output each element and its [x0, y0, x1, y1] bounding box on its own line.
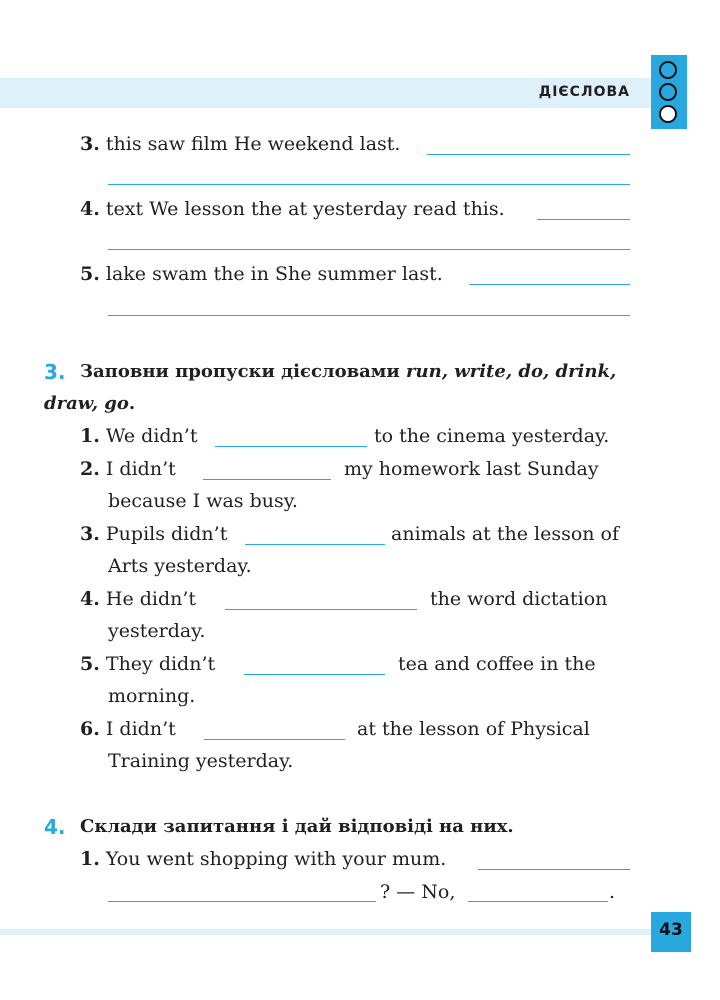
- sentence-item: 4. text We lesson the at yesterday read this.: [80, 198, 505, 220]
- answer-line[interactable]: [468, 901, 608, 902]
- answer-line[interactable]: [108, 315, 630, 316]
- exercise-item: 1. We didn’t: [80, 425, 198, 447]
- answer-line[interactable]: [244, 674, 385, 675]
- exercise-item: 2. I didn’t: [80, 458, 176, 480]
- answer-line[interactable]: [469, 284, 630, 285]
- answer-line[interactable]: [108, 249, 630, 250]
- sentence-item: 5. lake swam the in She summer last.: [80, 263, 443, 285]
- answer-line[interactable]: [225, 609, 417, 610]
- item-text: tea and coffee in the: [398, 653, 596, 675]
- exercise-item: 6. I didn’t: [80, 718, 176, 740]
- item-text: animals at the lesson of: [391, 523, 620, 545]
- section-title: ДІЄСЛОВА: [538, 84, 630, 100]
- item-text-cont: because I was busy.: [108, 490, 298, 512]
- page-number: 43: [659, 920, 683, 940]
- progress-dots: [651, 55, 687, 129]
- answer-line[interactable]: [427, 154, 630, 155]
- item-text: my homework last Sunday: [344, 458, 599, 480]
- answer-text: ? — No,: [380, 881, 456, 903]
- answer-line[interactable]: [204, 739, 345, 740]
- exercise-instruction: Заповни пропуски дієсловами run, write, do, drink,: [80, 361, 617, 382]
- page-number-box: [651, 912, 691, 952]
- answer-line[interactable]: [108, 901, 376, 902]
- exercise-item: 3. Pupils didn’t: [80, 523, 228, 545]
- answer-line[interactable]: [245, 544, 385, 545]
- answer-text: .: [609, 881, 616, 903]
- dot-filled-icon: [659, 61, 677, 79]
- exercise-number: 3.: [44, 360, 66, 384]
- sentence-item: 3. this saw film He weekend last.: [80, 133, 401, 155]
- dot-filled-icon: [659, 83, 677, 101]
- item-text-cont: morning.: [108, 685, 196, 707]
- exercise-instruction-cont: draw, go.: [44, 393, 136, 414]
- exercise-item: 1. You went shopping with your mum.: [80, 848, 447, 870]
- item-text: the word dictation: [430, 588, 608, 610]
- item-text: at the lesson of Physical: [357, 718, 590, 740]
- answer-line[interactable]: [478, 869, 630, 870]
- answer-line[interactable]: [108, 184, 630, 185]
- answer-line[interactable]: [215, 446, 367, 447]
- item-text-cont: Training yesterday.: [108, 750, 294, 772]
- exercise-instruction: Склади запитання і дай відповіді на них.: [80, 816, 514, 837]
- item-text: to the cinema yesterday.: [374, 425, 610, 447]
- exercise-item: 4. He didn’t: [80, 588, 197, 610]
- footer-band: [0, 929, 652, 935]
- dot-empty-icon: [659, 105, 677, 123]
- answer-line[interactable]: [537, 219, 630, 220]
- exercise-number: 4.: [44, 815, 66, 839]
- item-text-cont: yesterday.: [108, 620, 206, 642]
- exercise-item: 5. They didn’t: [80, 653, 216, 675]
- answer-line[interactable]: [203, 479, 331, 480]
- item-text-cont: Arts yesterday.: [108, 555, 252, 577]
